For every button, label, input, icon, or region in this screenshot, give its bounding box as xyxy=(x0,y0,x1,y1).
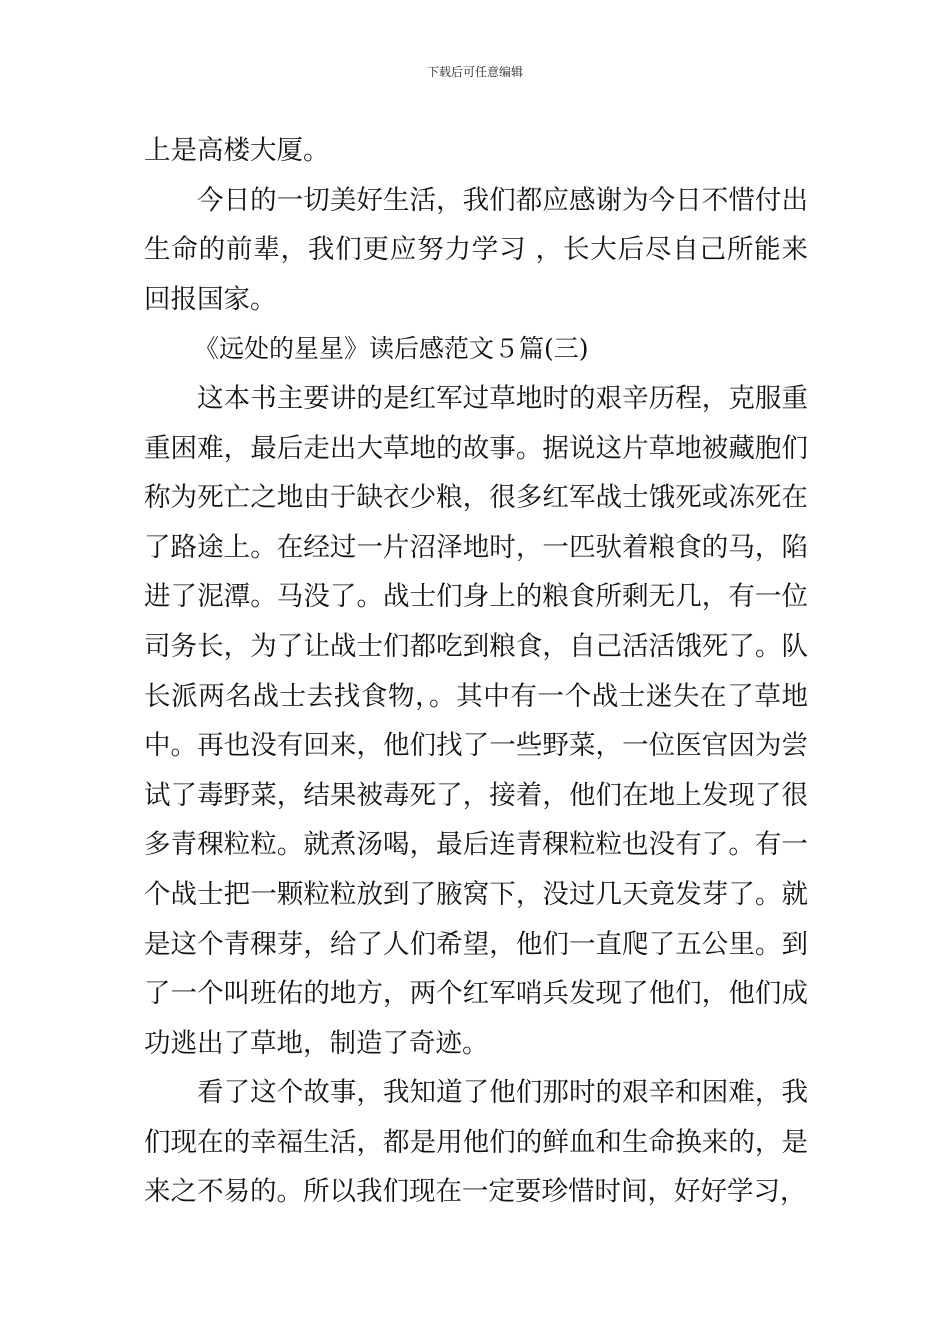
page-header: 下载后可任意编辑 xyxy=(426,65,523,79)
paragraph: 看了这个故事，我知道了他们那时的艰辛和困难，我们现在的幸福生活，都是用他们的鲜血和生命换来的，是来之不易的。所以我们现在一定要珍惜时间，好好学习， xyxy=(144,1077,808,1208)
document-body xyxy=(144,126,808,1217)
paragraph-continuation: 上是高楼大厦。 xyxy=(144,135,330,166)
section-title: 《远处的星星》读后感范文５篇(三) xyxy=(194,334,589,364)
paragraph: 今日的一切美好生活，我们都应感谢为今日不惜付出生命的前辈，我们更应努力学习 ，长大后尽自己所能来回报国家。 xyxy=(144,184,808,315)
paragraph: 这本书主要讲的是红军过草地时的艰辛历程，克服重重困难，最后走出大草地的故事。据说这片草地被藏胞们称为死亡之地由于缺衣少粮，很多红军战士饿死或冻死在了路途上。在经过一片沼泽地时，一匹驮着粮食的马，陷进了泥潭。马没了。战士们身上的粮食所剩无几，有一位司务长，为了让战士们都吃到粮食，自己活活饿死了。队长派两名战士去找食物，。其中有一个战士迷失在了草地中。再也没有回来，他们找了一些野菜，一位医官因为尝试了毒野菜，结果被毒死了，接着，他们在地上发现了很多青稞粒粒。就煮汤喝，最后连青稞粒粒也没有了。有一个战士把一颗粒粒放到了腋窝下，没过几天竟发芽了。就是这个青稞芽，给了人们希望，他们一直爬了五公里。到了一个叫班佑的地方，两个红军哨兵发现了他们，他们成功逃出了草地，制造了奇迹。 xyxy=(144,382,808,1059)
